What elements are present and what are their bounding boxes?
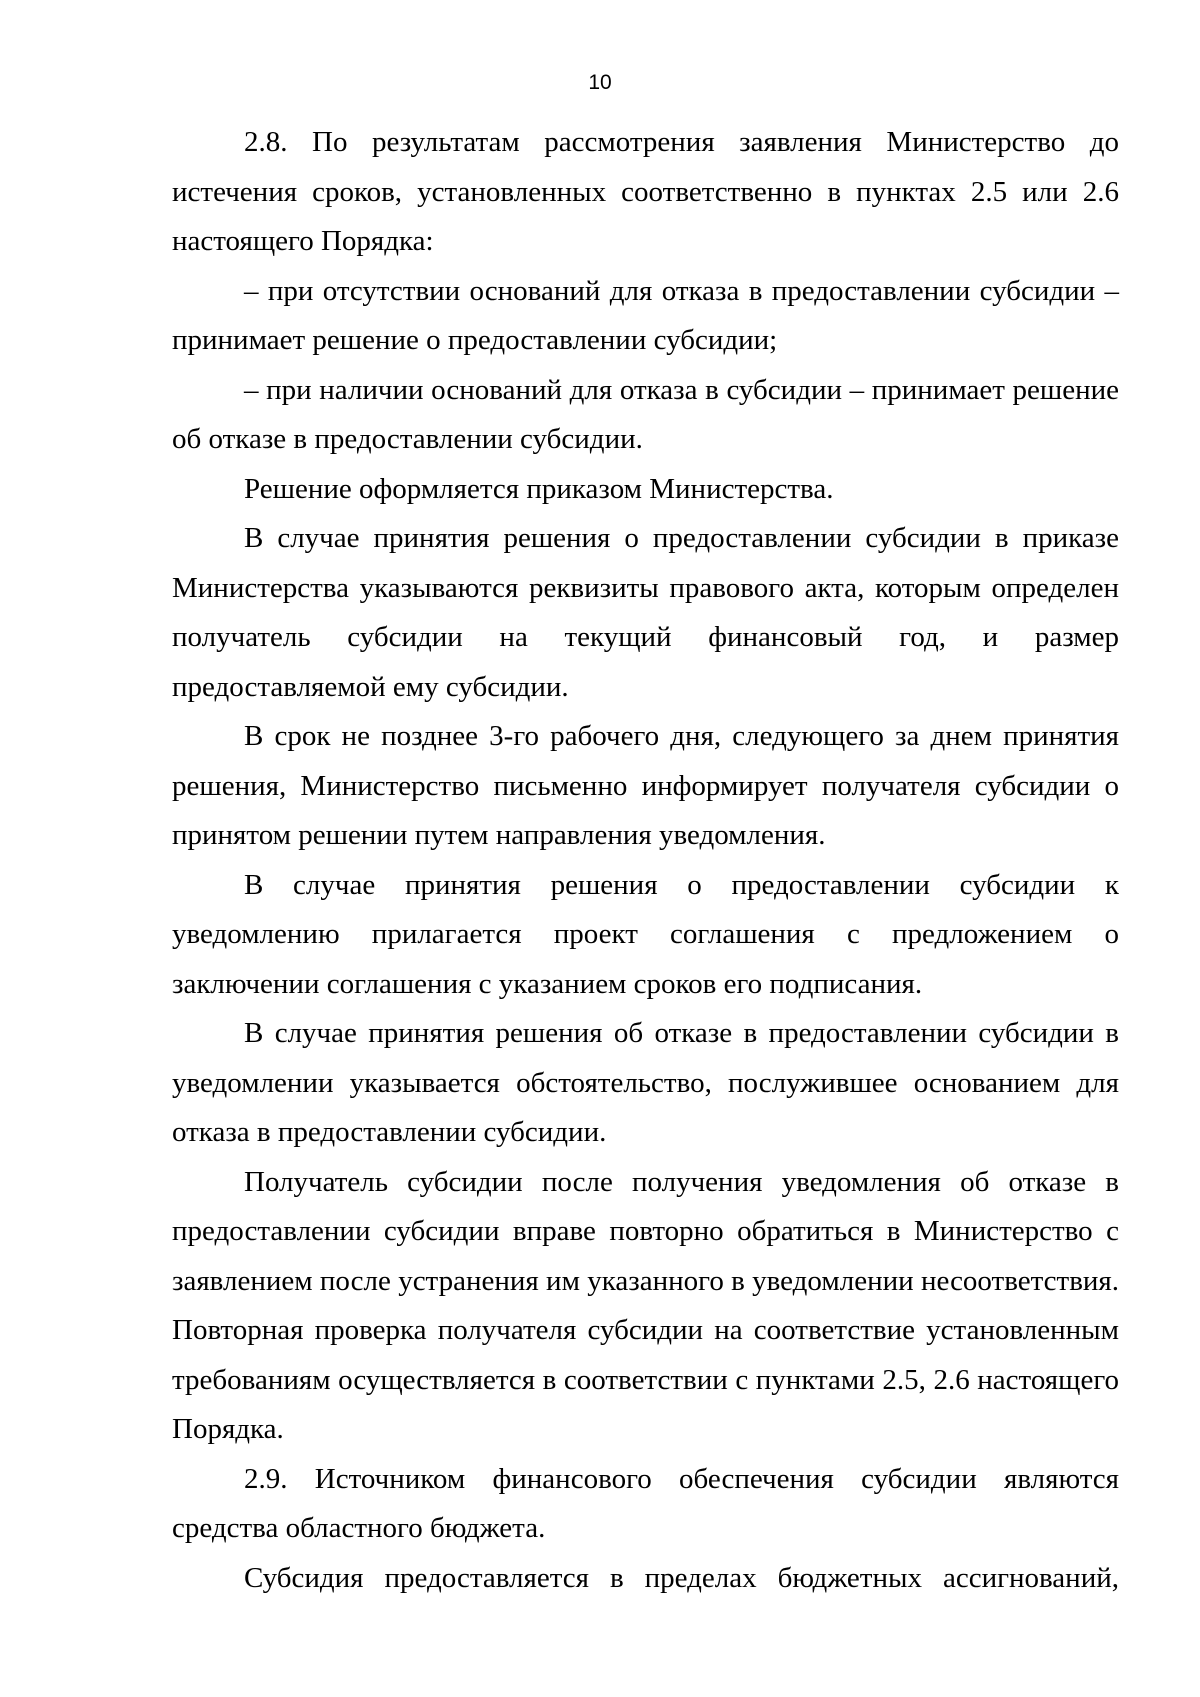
paragraph-reapplication: Получатель субсидии после получения уведомления об отказе в предоставлении субсидии вправе повторно обратиться в Министерство с заявлением после устранения им указанного в уведомлении несоответствия. Повторная проверка получателя субсидии на соответствие установленным требованиям осуществляется в соответствии с пунктами 2.5, 2.6 настоящего Порядка. [172,1165,1119,1445]
paragraph-refusal-notice: В случае принятия решения об отказе в предоставлении субсидии в уведомлении указывается обстоятельство, послужившее основанием для отказа в предоставлении субсидии. [172,1017,1119,1148]
paragraph-notification-deadline: В срок не позднее 3-го рабочего дня, следующего за днем принятия решения, Министерство письменно информирует получателя субсидии о принятом решении путем направления уведомления. [172,720,1119,851]
paragraph-2-8: 2.8. По результатам рассмотрения заявления Министерство до истечения сроков, установленных соответственно в пунктах 2.5 или 2.6 настоящего Порядка: [172,126,1119,257]
paragraph-agreement-draft: В случае принятия решения о предоставлении субсидии к уведомлению прилагается проект соглашения с предложением о заключении соглашения с указанием сроков его подписания. [172,868,1119,1000]
paragraph-no-grounds-item: – при отсутствии оснований для отказа в предоставлении субсидии – принимает решение о предоставлении субсидии; [172,274,1119,356]
paragraph-grant-decision: В случае принятия решения о предоставлении субсидии в приказе Министерства указываются реквизиты правового акта, которым определен получатель субсидии на текущий финансовый год, и размер предоставляемой ему субсидии. [172,522,1119,703]
paragraph-decision-order: Решение оформляется приказом Министерства. [244,472,834,505]
paragraph-2-9: 2.9. Источником финансового обеспечения субсидии являются средства областного бюджета. [172,1462,1119,1544]
document-body [172,118,1119,1603]
page-number: 10 [588,71,612,94]
paragraph-budget-limits: Субсидия предоставляется в пределах бюджетных ассигнований, [244,1561,1119,1594]
paragraph-grounds-item: – при наличии оснований для отказа в субсидии – принимает решение об отказе в предоставлении субсидии. [172,373,1119,455]
